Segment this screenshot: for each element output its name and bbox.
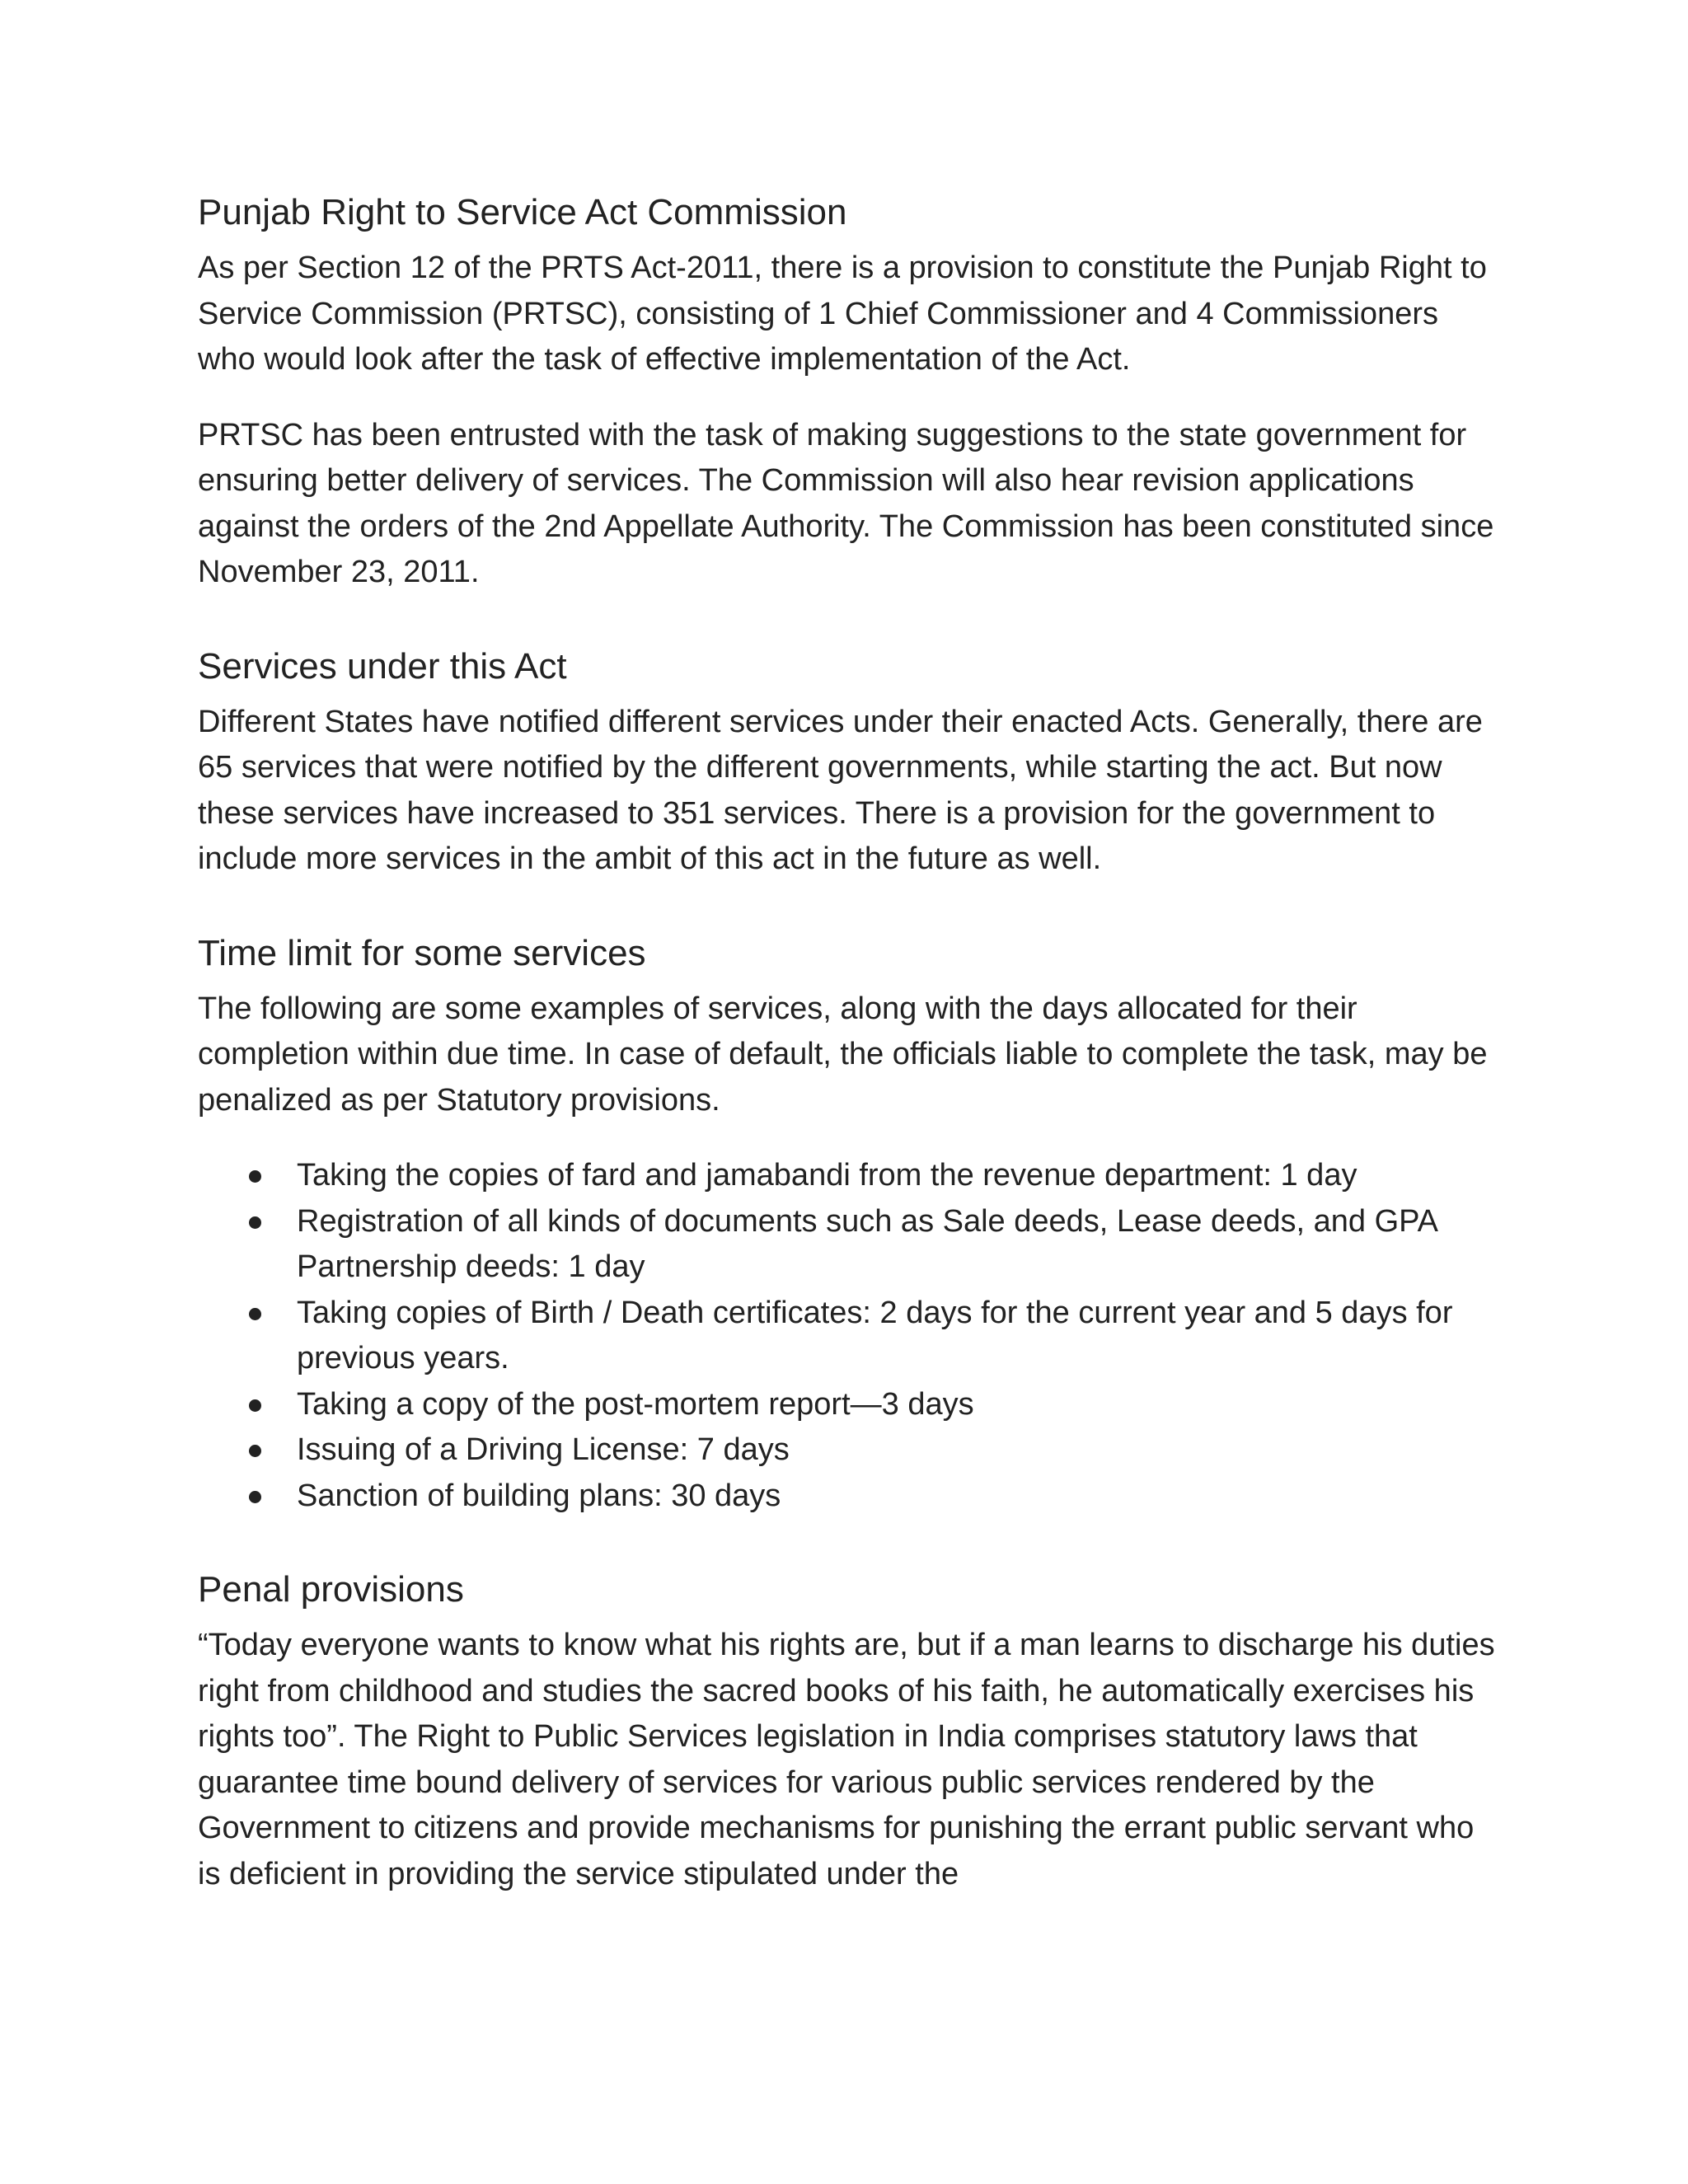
section-penal-provisions (198, 1567, 1500, 1897)
section-prts-commission (198, 190, 1500, 596)
section-heading: Time limit for some services (198, 932, 646, 973)
bullet-list (198, 1153, 1500, 1519)
list-item-text: Issuing of a Driving License: 7 days (297, 1432, 790, 1467)
list-item (198, 1199, 1500, 1291)
paragraph: The following are some examples of services, along with the days allocated for their completion within due time. In case of default, the officials liable to complete the task, may be penalized as per Statutory provisions. (198, 991, 1488, 1118)
list-item-text: Sanction of building plans: 30 days (297, 1478, 781, 1513)
section-time-limit (198, 930, 1500, 1520)
list-item-text: Taking copies of Birth / Death certificates: 2 days for the current year and 5 days for previous years. (297, 1295, 1453, 1376)
paragraph: PRTSC has been entrusted with the task of making suggestions to the state government for ensuring better delivery of services. The Commission will also hear revision applications against the orders of the 2nd Appellate Authority. The Commission has been constituted since November 23, 2011. (198, 417, 1494, 589)
bullet-icon (249, 1491, 261, 1503)
paragraph: “Today everyone wants to know what his rights are, but if a man learns to discharge his duties right from childhood and studies the sacred books of his faith, he automatically exercises his rights too”. The Right to Public Services legislation in India comprises statutory laws that guarantee time bound delivery of services for various public services rendered by the Government to citizens and provide mechanisms for punishing the errant public servant who is deficient in providing the service stipulated under the (198, 1628, 1495, 1891)
list-item-text: Registration of all kinds of documents such as Sale deeds, Lease deeds, and GPA Partnership deeds: 1 day (297, 1203, 1437, 1284)
list-item (198, 1427, 1500, 1474)
list-item-text: Taking a copy of the post-mortem report—3 days (297, 1386, 974, 1422)
bullet-icon (249, 1445, 261, 1457)
list-item (198, 1291, 1500, 1382)
list-item (198, 1382, 1500, 1428)
section-heading: Punjab Right to Service Act Commission (198, 192, 847, 232)
document-page (198, 190, 1500, 1945)
bullet-icon (249, 1399, 261, 1412)
bullet-icon (249, 1216, 261, 1229)
bullet-icon (249, 1308, 261, 1320)
section-heading: Penal provisions (198, 1569, 464, 1610)
list-item-text: Taking the copies of fard and jamabandi from the revenue department: 1 day (297, 1158, 1357, 1193)
section-services-under-act (198, 644, 1500, 883)
paragraph: Different States have notified different services under their enacted Acts. Generally, there are 65 services that were notified by the different governments, while starting the act. But now these services have increased to 351 services. There is a provision for the government to include more services in the ambit of this act in the future as well. (198, 704, 1483, 876)
bullet-icon (249, 1170, 261, 1183)
list-item (198, 1153, 1500, 1199)
paragraph: As per Section 12 of the PRTS Act-2011, there is a provision to constitute the Punjab Right to Service Commission (PRTSC), consisting of 1 Chief Commissioner and 4 Commissioners who would look after the task of effective implementation of the Act. (198, 251, 1487, 377)
list-item (198, 1474, 1500, 1520)
section-heading: Services under this Act (198, 645, 567, 687)
